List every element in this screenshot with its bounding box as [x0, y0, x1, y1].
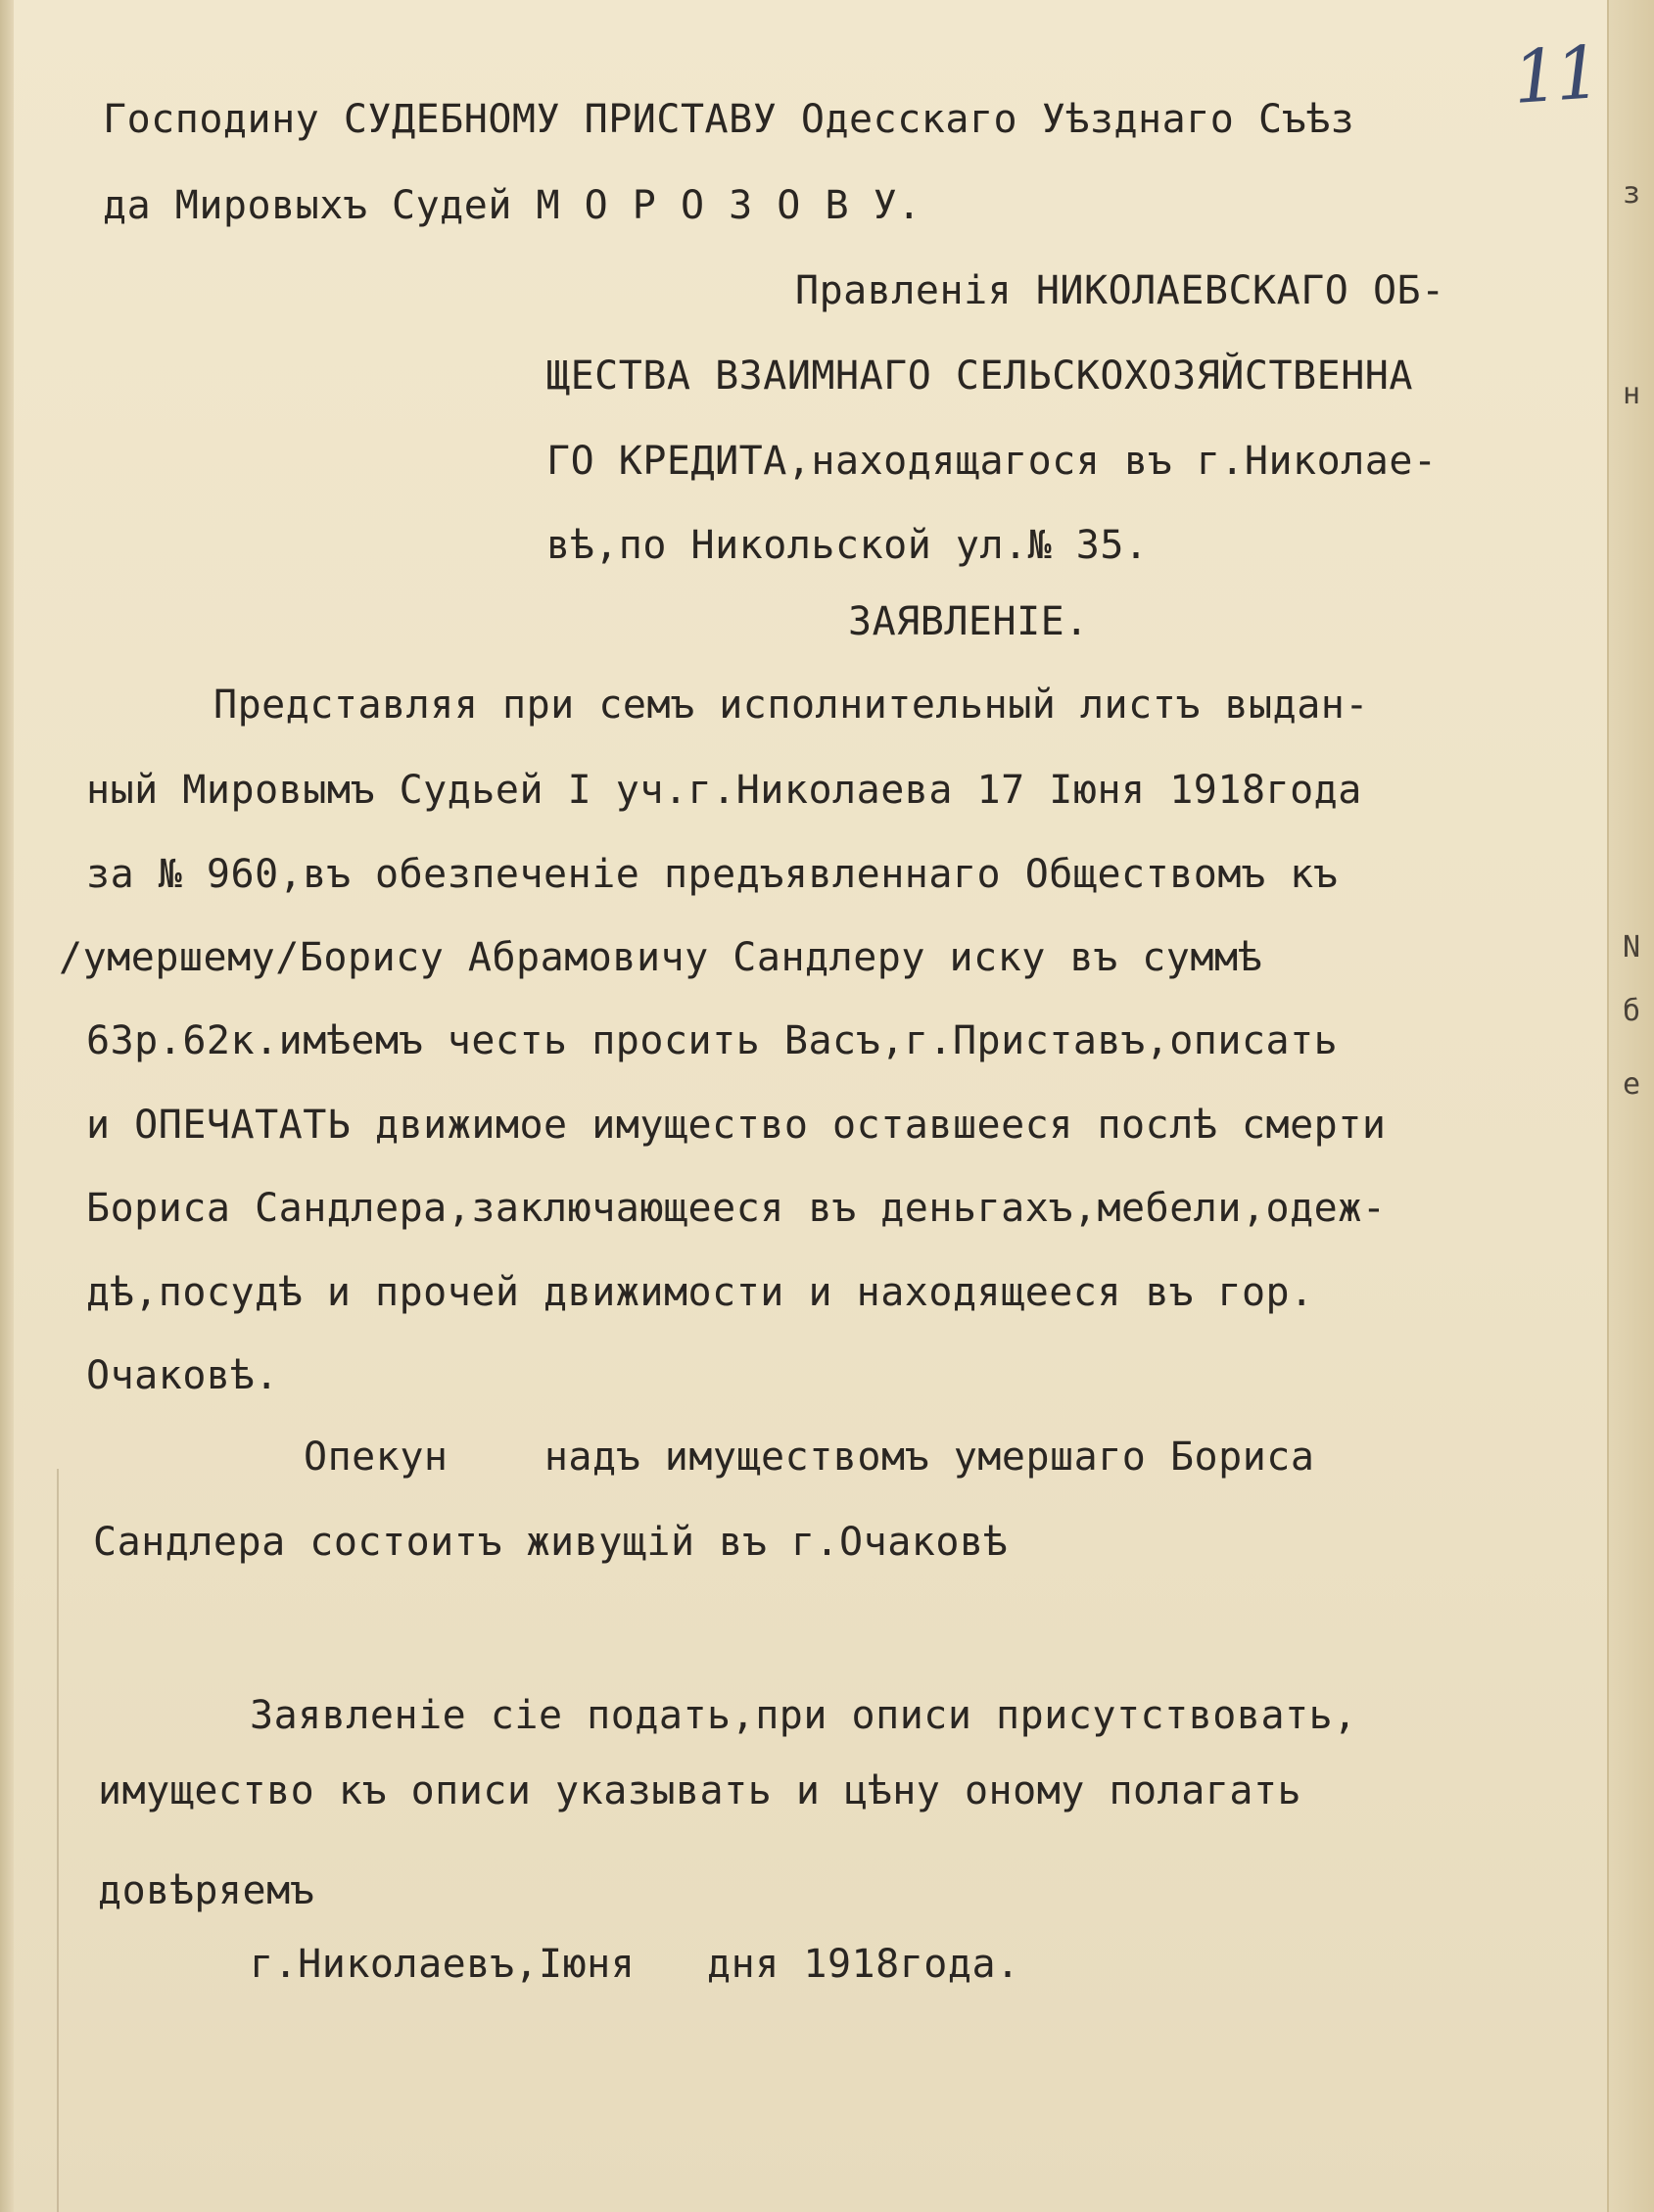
body-line: ный Мировымъ Судьей I уч.г.Николаева 17 Іюня 1918года [86, 768, 1362, 813]
document-title: ЗАЯВЛЕНІЕ. [848, 599, 1089, 644]
edge-mark: е [1622, 1067, 1640, 1102]
body-line: 63р.62к.имѣемъ честь просить Васъ,г.Приставъ,описать [86, 1018, 1339, 1063]
addressee-line: Господину СУДЕБНОМУ ПРИСТАВУ Одесскаго Уѣзднаго Съѣз [103, 97, 1355, 142]
authorization-line: Заявленіе сіе подать,при описи присутствовать, [250, 1693, 1357, 1738]
guardian-line: Опекун надъ имуществомъ умершаго Бориса [304, 1435, 1315, 1480]
sender-line: ЩЕСТВА ВЗАИМНАГО СЕЛЬСКОХОЗЯЙСТВЕННА [546, 353, 1413, 399]
addressee-line: да Мировыхъ Судей М О Р О З О В У. [103, 183, 922, 228]
authorization-line: имущество къ описи указывать и цѣну оному полагать [98, 1768, 1302, 1813]
handwritten-page-number: 11 [1510, 30, 1601, 120]
body-line: и ОПЕЧАТАТЬ движимое имущество оставшееся послѣ смерти [86, 1103, 1387, 1148]
date-line: г.Николаевъ,Іюня дня 1918года. [250, 1942, 1020, 1987]
body-line: Представляя при семъ исполнительный листъ выдан- [213, 682, 1369, 728]
sender-line: ГО КРЕДИТА,находящагося въ г.Николае- [546, 439, 1438, 484]
body-line: Бориса Сандлера,заключающееся въ деньгахъ,мебели,одеж- [86, 1186, 1387, 1231]
edge-mark: з [1622, 176, 1640, 211]
body-line: Очаковѣ. [86, 1353, 279, 1398]
body-line: /умершему/Борису Абрамовичу Сандлеру иску въ суммѣ [59, 935, 1263, 980]
body-line: за № 960,въ обезпеченіе предъявленнаго Обществомъ къ [86, 852, 1339, 897]
edge-mark: н [1622, 377, 1640, 411]
adjacent-page-edge [1607, 0, 1654, 2212]
edge-mark: N [1622, 930, 1640, 965]
page-left-edge [0, 0, 14, 2212]
edge-mark: б [1622, 994, 1640, 1028]
sender-line: вѣ,по Никольской ул.№ 35. [546, 523, 1149, 568]
page-fold-line [57, 1469, 59, 2212]
sender-line: Правленія НИКОЛАЕВСКАГО ОБ- [795, 268, 1445, 313]
guardian-line: Сандлера состоитъ живущій въ г.Очаковѣ [93, 1520, 1009, 1565]
body-line: дѣ,посудѣ и прочей движимости и находящееся въ гор. [86, 1270, 1314, 1315]
authorization-line: довѣряемъ [98, 1868, 315, 1913]
